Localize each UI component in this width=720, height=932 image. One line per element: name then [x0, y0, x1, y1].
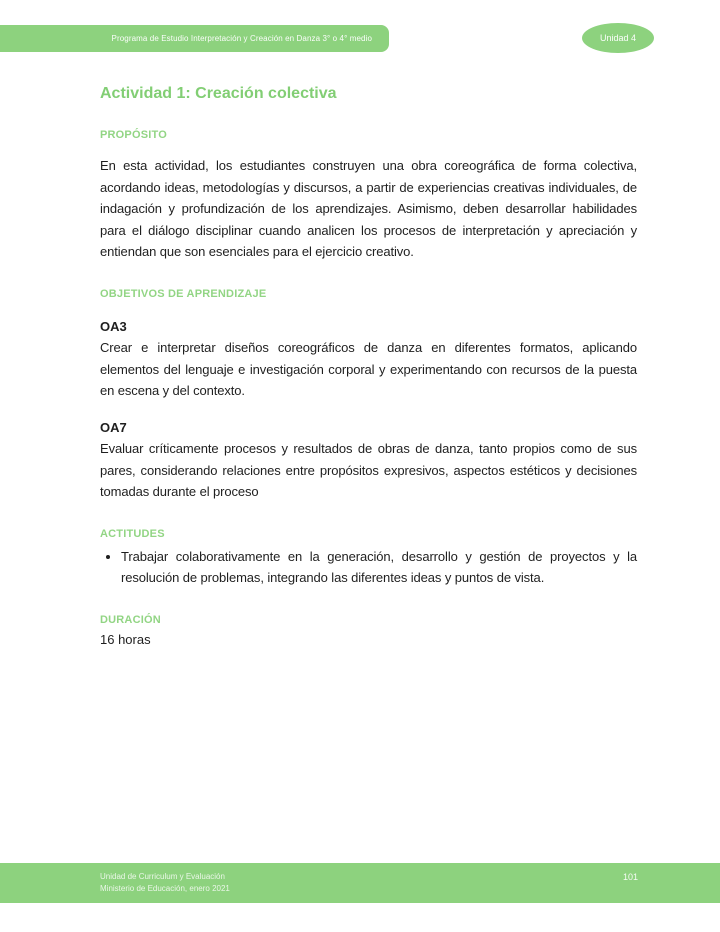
oa7-text: Evaluar críticamente procesos y resultados de obras de danza, tanto propios como de sus pares, considerando relaciones entre propósitos expresivos, aspectos estéticos y decisiones tomadas durante el proceso — [100, 441, 637, 499]
duration-value: 16 horas — [100, 631, 151, 647]
footer-credits — [100, 871, 230, 895]
actitudes-list — [100, 546, 637, 589]
oa7-block — [100, 417, 637, 503]
section-label-duracion: DURACIÓN — [100, 613, 161, 626]
list-item: • Trabajar colaborativamente en la generación, desarrollo y gestión de proyectos y la resolución de problemas, integrando las diferentes ideas y puntos de vista. — [121, 546, 637, 589]
activity-title: Actividad 1: Creación colectiva — [100, 85, 337, 102]
proposito-paragraph: En esta actividad, los estudiantes construyen una obra coreográfica de forma colectiva, acordando ideas, metodologías y discursos, a partir de experiencias creativas individuales, de indagación y profundización de los aprendizajes. Asimismo, deben desarrollar habilidades para el diálogo disciplinar cuando analicen los procesos de interpretación y apreciación y entiendan que son esenciales para el ejercicio creativo. — [100, 158, 637, 259]
oa3-text: Crear e interpretar diseños coreográficos de danza en diferentes formatos, aplicando elementos del lenguaje e investigación corporal y experimentando con recursos de la puesta en escena y del contexto. — [100, 340, 637, 398]
footer-line2: Ministerio de Educación, enero 2021 — [100, 884, 230, 893]
unit-badge-label: Unidad 4 — [599, 33, 637, 43]
oa3-code: OA3 — [100, 318, 127, 334]
header-program-title: Programa de Estudio Interpretación y Creación en Danza 3° o 4° medio — [111, 34, 372, 43]
page-number: 101 — [622, 872, 638, 882]
content-area — [100, 84, 637, 649]
oa3-block — [100, 316, 637, 402]
footer-line1: Unidad de Curriculum y Evaluación — [100, 872, 225, 881]
section-label-proposito: PROPÓSITO — [100, 129, 167, 141]
oa7-code: OA7 — [100, 419, 127, 435]
header-bar — [0, 25, 389, 52]
unit-badge — [582, 23, 654, 53]
section-label-objetivos: OBJETIVOS DE APRENDIZAJE — [100, 287, 267, 300]
footer-bar — [0, 863, 720, 903]
section-label-actitudes: ACTITUDES — [100, 527, 165, 540]
